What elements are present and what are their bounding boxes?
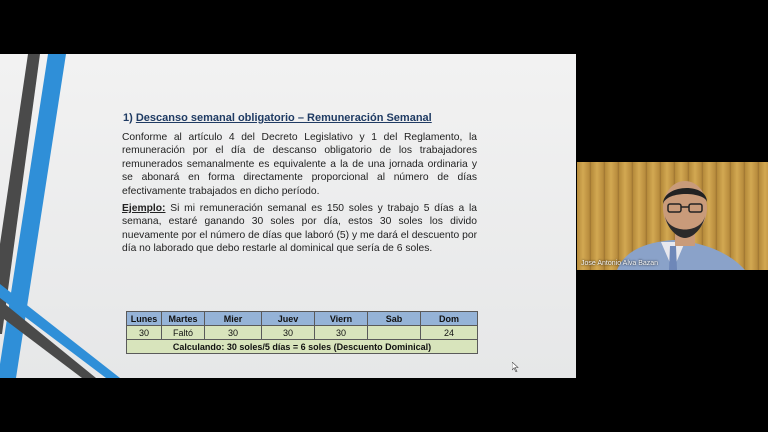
heading-number: 1) [123,112,133,124]
col-lunes: Lunes [127,312,162,326]
table-row [127,326,478,340]
participant-avatar [577,162,768,270]
example-text: Si mi remuneración semanal es 150 soles y trabajo 5 días a la semana, estaré ganando 30 soles por día, estos 30 soles los divido nuevamente por el número de días que laboró (5) y me dará el descuento por día no laborado que debo restarle al dominical que sería de 6 soles. [122,203,477,255]
presentation-slide [0,54,576,378]
table-header-row [127,312,478,326]
calc-cell: Calculando: 30 soles/5 días = 6 soles (Descuento Dominical) [127,340,478,354]
cell-juev: 30 [262,326,315,340]
heading-title: Descanso semanal obligatorio – Remuneración Semanal [135,112,432,124]
cell-viern: 30 [315,326,368,340]
col-dom: Dom [421,312,478,326]
example-paragraph [122,202,477,256]
participant-name: Jose Antonio Alva Bazan [581,260,659,267]
cell-martes: Faltó [162,326,205,340]
example-label: Ejemplo: [122,203,166,215]
cell-dom: 24 [421,326,478,340]
col-sab: Sab [368,312,421,326]
col-viern: Viern [315,312,368,326]
col-juev: Juev [262,312,315,326]
participant-video-tile[interactable] [577,162,768,270]
col-martes: Martes [162,312,205,326]
legal-paragraph: Conforme al artículo 4 del Decreto Legislativo y 1 del Reglamento, la remuneración por el día de descanso obligatorio de los trabajadores remunerados semanalmente es equivalente a la de una jornada ordinaria y se abonará en forma directamente proporcional al número de días efectivamente trabajados en dicho período. [122,132,477,197]
table-calc-row [127,340,478,354]
slide-content [122,112,477,256]
section-heading [123,112,477,124]
cell-lunes: 30 [127,326,162,340]
mouse-cursor-icon [512,362,520,372]
col-mier: Mier [205,312,262,326]
decorative-stripes [0,54,140,378]
cell-sab [368,326,421,340]
weekly-table [126,311,478,354]
cell-mier: 30 [205,326,262,340]
